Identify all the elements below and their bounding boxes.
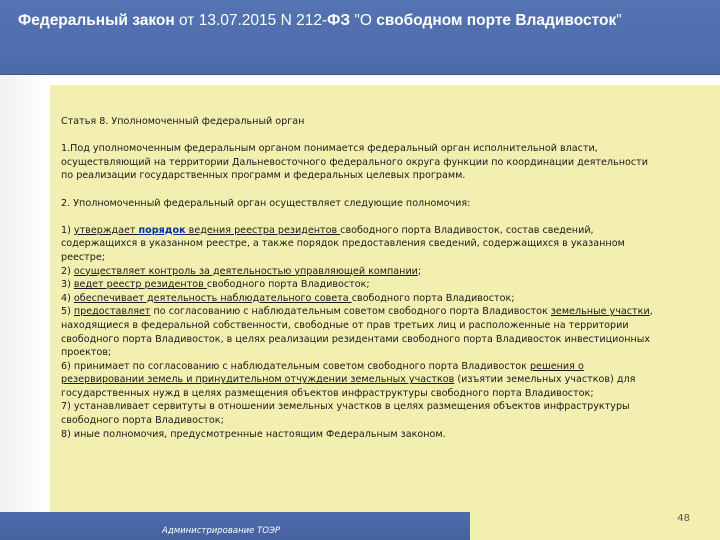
power-item-2 — [61, 265, 661, 279]
item-underlined-text: утверждает — [73, 224, 139, 236]
item-number: 2) — [61, 265, 74, 277]
power-item-5 — [61, 305, 661, 359]
page-number: 48 — [677, 513, 690, 524]
item-text: свободного порта Владивосток, состав сведений, содержащихся в указанном реестре, а также порядок предоставления сведений, содержащихся в указанном реестре; — [61, 224, 625, 263]
item-text: (изъятии земельных участков) для государственных нужд в целях размещения объектов инфраструктуры свободного порта Владивосток; — [61, 374, 636, 399]
power-item-1 — [61, 224, 661, 265]
title-fz: ФЗ — [327, 12, 351, 29]
item-text: свободного порта Владивосток; — [351, 292, 515, 304]
item-number: 5) — [61, 306, 74, 318]
item-underlined-text: ведет реестр резидентов — [73, 279, 207, 291]
title-date-number: от 13.07.2015 N 212- — [174, 12, 328, 29]
title-quote-open: "О — [350, 12, 377, 29]
item-number: 1) — [61, 224, 74, 236]
item-underlined-text: земельные участки — [550, 306, 650, 318]
item-text: ; — [417, 265, 422, 277]
power-item-8: 8) иные полномочия, предусмотренные настоящим Федеральным законом. — [61, 428, 446, 440]
item-text: 6) принимает по согласованию с наблюдательным советом свободного порта Владивосток — [61, 360, 530, 372]
item-underlined-text: обеспечивает деятельность наблюдательного совета — [73, 292, 352, 304]
power-item-6 — [61, 360, 661, 401]
item-underlined-text: решения о резервировании земель и принудительном отчуждении земельных участков — [61, 360, 584, 386]
paragraph-2: 2. Уполномоченный федеральный орган осуществляет следующие полномочия: — [61, 197, 471, 209]
item-text: свободного порта Владивосток; — [206, 279, 370, 291]
item-underlined-text: осуществляет контроль за деятельностью управляющей компании — [73, 265, 418, 277]
poryadok-link[interactable]: порядок — [138, 224, 186, 236]
slide-title — [0, 0, 720, 75]
title-law-type: Федеральный закон — [18, 12, 175, 29]
item-text: , находящиеся в федеральной собственности, свободные от прав третьих лиц и расположенные на территории свободного порта Владивосток, в целях реализации резидентами свободного порта Владивосток инвестиционных проектов; — [61, 306, 653, 359]
footer-label: Администрирование ТОЭР — [162, 526, 281, 536]
item-text: по согласованию с наблюдательным советом свободного порта Владивосток — [150, 306, 551, 318]
item-number: 3) — [61, 279, 74, 291]
article-text — [61, 115, 661, 441]
title-quote-close: " — [616, 12, 622, 29]
power-item-4 — [61, 292, 661, 306]
power-item-7: 7) устанавливает сервитуты в отношении земельных участков в целях размещения объектов инфраструктуры свободного порта Владивосток; — [61, 401, 630, 427]
left-decor-strip — [0, 75, 50, 540]
paragraph-1: 1.Под уполномоченным федеральным органом понимается федеральный орган исполнительной власти, осуществляющий на территории Дальневосточного федерального округа функции по координации деятельности по реализации государственных программ и федеральных целевых программ. — [61, 143, 648, 182]
title-subject: свободном порте Владивосток — [376, 12, 617, 29]
item-underlined-text: предоставляет — [73, 306, 151, 318]
item-number: 4) — [61, 292, 74, 304]
power-item-3 — [61, 278, 661, 292]
article-heading: Статья 8. Уполномоченный федеральный орган — [61, 116, 305, 127]
item-underlined-text: ведения реестра резидентов — [185, 224, 341, 236]
